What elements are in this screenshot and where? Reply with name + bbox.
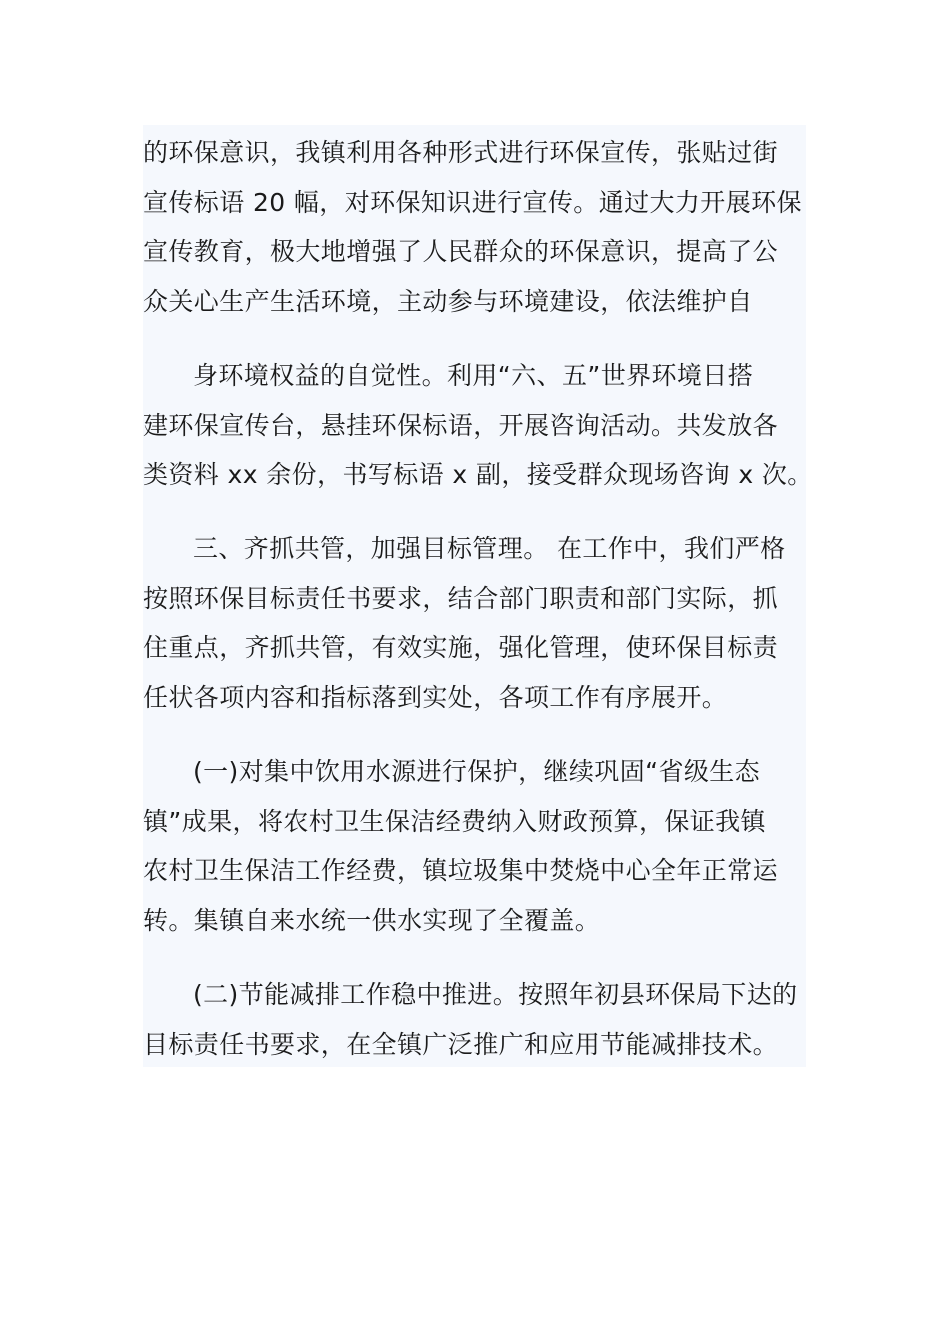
text-line: (二)节能减排工作稳中推进。按照年初县环保局下达的	[193, 980, 798, 1009]
text-line: 建环保宣传台，悬挂环保标语，开展咨询活动。共发放各	[143, 410, 779, 440]
text-line: 类资料 xx 余份，书写标语 x 副，接受群众现场咨询 x 次。	[143, 460, 813, 489]
text-line: 身环境权益的自觉性。利用“六、五”世界环境日搭	[193, 361, 754, 390]
text-line: 的环保意识，我镇利用各种形式进行环保宣传，张贴过街	[143, 138, 779, 167]
section-heading-line: 三、齐抓共管，加强目标管理。 在工作中，我们严格	[193, 534, 786, 563]
document-text-block	[143, 125, 813, 1067]
text-line: 转。集镇自来水统一供水实现了全覆盖。	[143, 905, 601, 935]
paragraph-environment-day	[143, 351, 813, 500]
text-line: 农村卫生保洁工作经费，镇垃圾集中焚烧中心全年正常运	[143, 856, 779, 885]
text-line: 众关心生产生活环境，主动参与环境建设，依法维护自	[143, 286, 753, 316]
text-line: 宣传教育，极大地增强了人民群众的环保意识，提高了公	[143, 237, 779, 266]
text-line: 任状各项内容和指标落到实处，各项工作有序展开。	[143, 682, 728, 712]
paragraph-environmental-awareness	[143, 128, 806, 326]
text-line: (一)对集中饮用水源进行保护，继续巩固“省级生态	[193, 757, 761, 786]
text-line: 按照环保目标责任书要求，结合部门职责和部门实际，抓	[143, 583, 779, 613]
paragraph-water-source-protection	[143, 747, 806, 945]
text-line: 目标责任书要求，在全镇广泛推广和应用节能减排技术。	[143, 1029, 779, 1059]
paragraph-energy-saving	[143, 970, 806, 1069]
text-line: 住重点，齐抓共管，有效实施，强化管理，使环保目标责	[143, 633, 779, 662]
text-line: 镇”成果，将农村卫生保洁经费纳入财政预算，保证我镇	[143, 806, 766, 836]
text-line: 宣传标语 20 幅，对环保知识进行宣传。通过大力开展环保	[143, 187, 802, 217]
paragraph-target-management	[143, 524, 806, 722]
